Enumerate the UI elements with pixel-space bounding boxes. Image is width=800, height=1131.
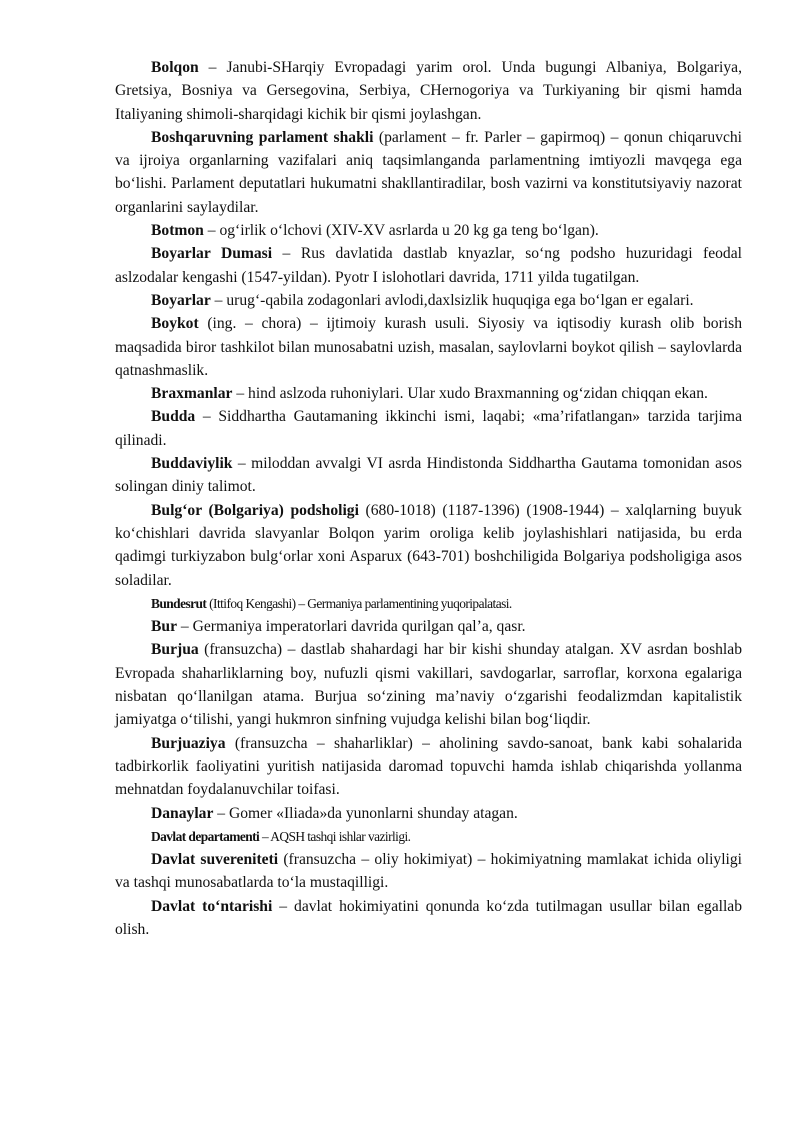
entry-definition: – urug‘-qabila zodagonlari avlodi,daxlsizlik huquqiga ega bo‘lgan er egalari. — [210, 291, 694, 309]
entry-definition: (Ittifoq Kengashi) – Germaniya parlamentining yuqoripalatasi. — [206, 595, 512, 611]
entry-definition: – Gomer «Iliada»da yunonlarni shunday atagan. — [213, 804, 518, 822]
entry-definition: – Rus davlatida dastlab knyazlar, so‘ng podsho huzuridagi feodal aslzodalar kengashi (1547-yildan). Pyotr I islohotlari davrida, 1711 yilda tugatilgan. — [115, 245, 742, 286]
entry-definition: (fransuzcha) – dastlab shahardagi har bir kishi shunday atalgan. XV asrdan boshlab Evropada shaharliklarning boy, nufuzli qismi vakillari, savdogarlar, sarroflar, korxona egalariga nisbatan qo‘llanilgan atama. Burjua so‘zining ma’naviy o‘zgarishi feodalizmdan kapitalistik jamiyatga o‘tilishi, yangi hukmron sinfning vujudga kelishi bilan bog‘liqdir. — [115, 641, 742, 729]
entry-term: Braxmanlar — [151, 385, 233, 403]
entry-term: Bur — [151, 618, 177, 636]
glossary-entry — [115, 452, 742, 499]
glossary-entry — [115, 382, 742, 405]
entry-definition: (ing. – chora) – ijtimoiy kurash usuli. Siyosiy va iqtisodiy kurash olib borish maqsadida biror tashkilot bilan munosabatni uzish, masalan, saylovlarni boykot qilish – saylovlarda qatnashmaslik. — [115, 315, 742, 379]
glossary-entry — [115, 289, 742, 312]
entry-definition: – miloddan avvalgi VI asrda Hindistonda Siddhartha Gautama tomonidan asos solingan diniy talimot. — [115, 455, 742, 496]
entry-term: Bolqon — [151, 59, 199, 76]
entry-definition: (parlament – fr. Parler – gapirmoq) – qonun chiqaruvchi va ijroiya organlarning vazifalari aniq taqsimlanganda parlamentning imtiyozli mavqega ega bo‘lishi. Parlament deputatlari hukumatni shakllantiradilar, bosh vazirni va konstitutsiyaviy nazorat organlarini saylaydilar. — [115, 128, 742, 216]
entry-definition: – og‘irlik o‘lchovi (XIV-XV asrlarda u 20 kg ga teng bo‘lgan). — [203, 222, 599, 240]
glossary-entry — [115, 312, 742, 382]
entry-definition: – davlat hokimiyatini qonunda ko‘zda tutilmagan usullar bilan egallab olish. — [115, 897, 742, 938]
entry-term: Boykot — [151, 315, 199, 333]
glossary-entry — [115, 848, 742, 895]
entry-term: Buddaviylik — [151, 455, 233, 473]
entry-term: Boshqaruvning parlament shakli — [151, 128, 374, 146]
entry-definition: – Germaniya imperatorlari davrida qurilgan qal’a, qasr. — [177, 618, 526, 636]
entry-definition: – AQSH tashqi ishlar vazirligi. — [259, 828, 411, 844]
entry-definition: (680-1018) (1187-1396) (1908-1944) – xalqlarning buyuk ko‘chishlari davrida slavyanlar Bolqon yarim oroliga kelib joylashishlari natijasida, bu erda qadimgi turkiyzabon bulg‘orlar xoni Asparux (643-701) boshchiligida Bolgariya podsholigiga asos soladilar. — [115, 501, 742, 589]
glossary-entry — [115, 126, 742, 219]
entry-term: Davlat suvereniteti — [151, 851, 279, 869]
entry-term: Bulg‘or (Bolgariya) podsholigi — [151, 501, 359, 519]
glossary-entry — [115, 802, 742, 825]
glossary-entry — [115, 242, 742, 289]
glossary-entry — [115, 592, 742, 615]
glossary-entry — [115, 638, 742, 731]
entry-term: Danaylar — [151, 804, 214, 822]
glossary-entry — [115, 895, 742, 942]
glossary-entry — [115, 219, 742, 242]
entry-definition: – Janubi-SHarqiy Evropadagi yarim orol. Unda bugungi Albaniya, Bolgariya, Gretsiya, Bosniya va Gersegovina, Serbiya, CHernogoriya va Turkiyaning bir qismi hamda Italiyaning shimoli-sharqidagi kichik bir qismi joylashgan. — [115, 59, 742, 123]
entry-term: Burjua — [151, 641, 199, 659]
glossary-entry — [115, 732, 742, 802]
entry-term: Burjuaziya — [151, 734, 226, 752]
entry-term: Bundesrut — [151, 595, 207, 611]
entry-definition: (fransuzcha – oliy hokimiyat) – hokimiyatning mamlakat ichida oliyligi va tashqi munosabatlarda to‘la mustaqilligi. — [115, 851, 743, 892]
entry-definition: – Siddhartha Gautamaning ikkinchi ismi, laqabi; «ma’rifatlangan» tarzida tarjima qilinadi. — [115, 408, 742, 449]
glossary-entry — [115, 499, 742, 592]
entry-definition: – hind aslzoda ruhoniylari. Ular xudo Braxmanning og‘zidan chiqqan ekan. — [232, 385, 708, 403]
entry-term: Davlat to‘ntarishi — [151, 897, 273, 915]
entry-term: Boyarlar — [151, 291, 211, 309]
entry-definition: (fransuzcha – shaharliklar) – aholining savdo-sanoat, bank kabi sohalarida tadbirkorlik faoliyatini yuritish natijasida daromad topuvchi hamda ishlab chiqarishda yollanma mehnatdan foydalanuvchilar toifasi. — [115, 734, 742, 799]
glossary-entry — [115, 615, 742, 638]
entry-term: Boyarlar Dumasi — [151, 245, 273, 263]
glossary-entry — [115, 405, 742, 452]
glossary-entry — [115, 825, 742, 848]
entry-term: Botmon — [151, 222, 204, 240]
entry-term: Davlat departamenti — [151, 828, 260, 844]
glossary-entry — [115, 56, 742, 126]
entry-term: Budda — [151, 408, 196, 426]
